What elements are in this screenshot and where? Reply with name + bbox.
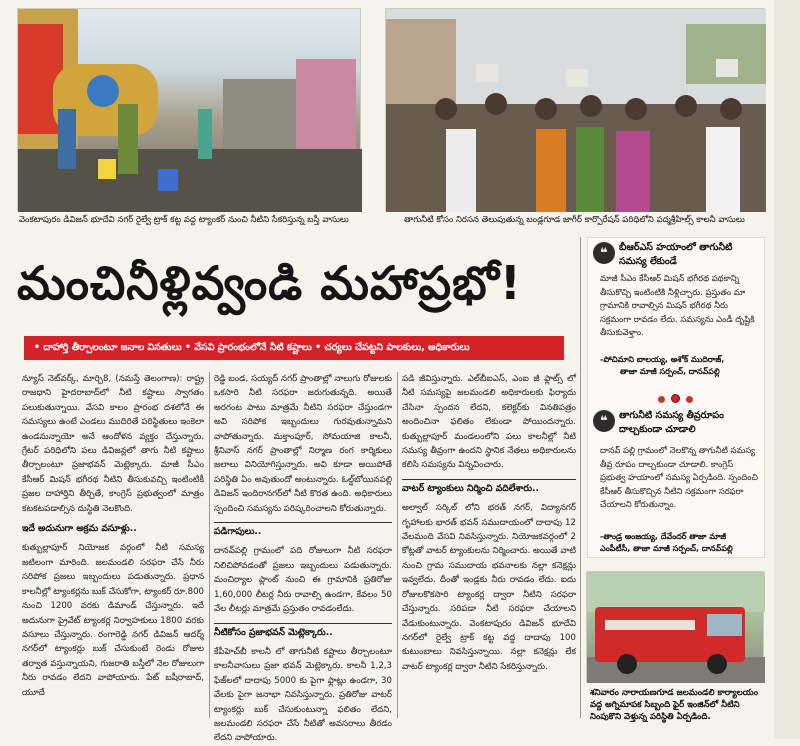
photo-fire-engine-illustration bbox=[587, 572, 765, 683]
photo-fire-engine bbox=[586, 571, 764, 682]
photo-protest-illustration bbox=[386, 9, 766, 212]
article-subhead: నీటికోసం ప్రజాభవన్ మెట్లెక్కారు.. bbox=[214, 623, 392, 640]
sidebar-quote-text: దానవ్ పల్లి గ్రామంలో నెలకొన్న తాగునీటి సమస్య తీవ్ర రూపం దాల్చకుండా చూడాలి. కాంగ్రెస్ ప్రభుత్వ హయాంలో సమస్య ఏర్పడింది. స్పందించి కేసీఆర్ తీసుకొచ్చిన నీటిని సక్రమంగా సరఫరా చేయాలని కోరుతున్నాం. bbox=[600, 445, 758, 509]
sidebar-quote-heading: తాగునీటి సమస్య తీవ్రరూపం దాల్చకుండా చూడాలి bbox=[619, 410, 724, 435]
column-divider bbox=[580, 237, 581, 718]
photo-caption-bottom: వద్ద అగ్నిమాపక సిబ్బంది ఫైర్ ఇంజిన్‌లో నీటిని bbox=[590, 700, 740, 710]
subheadline-deck: • దాహార్తి తీర్చాలంటూ జనాల వినతులు • వేసవి ప్రారంభంలోనే నీటి కష్టాలు • చర్యలు చేపట్టని పాలకులు, అధికారులు bbox=[24, 336, 564, 360]
article-column-3 bbox=[402, 372, 576, 718]
sidebar-quote-attribution: -పోచిమాని బాలయ్య, అశోక్ ముదిరాజ్, bbox=[600, 355, 725, 364]
headline: మంచినీళ్లివ్వండి మహాప్రభో! bbox=[17, 256, 522, 310]
article-paragraph: కేపీహెచ్‌బీ కాలనీ లో తాగునీటి కష్టాలు తీర్చాలంటూ కాలనీవాసులు ప్రజా భవన్‌ మెట్లెక్కారు. కాలనీ 1,2,3 ఫేజ్‌లలో దాదాపు 5000 కు పైగా ఫ్లాట్లు ఉండగా, 30 వేలకు పైగా జనాభా నివసిస్తున్నారు. ప్రతిరోజు వాటర్ ట్యాంకర్లు బుక్ చేసుకుంటున్నా ఫలితం లేదని, జలమండలి సరఫరా చేసే నీటితో అవసరాలు తీరడం లేదని వాపోయారు. bbox=[214, 646, 392, 744]
article-paragraph: రెడ్డి బండ, సయ్యద్ నగర్ ప్రాంతాల్లో నాలుగు రోజులకు ఒకసారి నీటి సరఫరా జరుగుతున్నది. అయితే అరగంట పాటు మాత్రమే నీటిని సరఫరా చేస్తుండగా అవి సరిపోక ఇబ్బందులు గురవుతున్నామని వాపోతున్నారు. మక్తాంపూర్, సోమయాజి కాలనీ, శ్రీనివాస్ నగర్ ప్రాంతాల్లో నిర్మాణ రంగ కార్మికులు జలాలు వినియోగిస్తున్నారు. అవి కూడా అయిపోతే పరిస్థితి ఏం అవుతుందో అంటున్నారు. ఓల్డ్‌బోయినపల్లి డివిజన్ ఇందిరానగర్‌లో నీటి కొరత ఉంది. అధికారులు స్పందించి సమస్యను పరిష్కరించాలని కోరుతున్నారు. bbox=[214, 374, 392, 514]
article-paragraph: దానవ్‌పల్లి గ్రామంలో పది రోజులుగా నీటి సరఫరా నిలిచిపోవడంతో ప్రజలు ఇబ్బందులు పడుతున్నారు. మంచిర్యాల ప్లాంట్ నుంచి ఈ గ్రామానికి ప్రతిరోజు 1,60,000 లీటర్ల నీరు రావాల్సి ఉండగా, కేవలం 50 వేల లీటర్లు మాత్రమే ప్రస్తుతం రావడంలేదు. bbox=[214, 546, 392, 615]
article-paragraph: అల్వాల్ సర్కిల్ లోని భరత్ నగర్, విద్యానగర్ గృహాలకు భారత్ భవన్ సముదాయంలో దాదాపు 12 వేలమంది వేసవి నివసిస్తున్నారు. నియోజకవర్గంలో 2 కోట్లతో వాటర్ ట్యాంకులను నిర్మించారు. అయితే వాటి నుంచి గ్రామ సముదాయ భవనాలకు నల్లా కనెక్షన్లు ఇవ్వలేదు. దీంతో ఇండ్లకు నీరు రావడం లేదు. ఐదు రోజులకొకసారి ట్యాంకర్ల ద్వారా నీటిని సరఫరా చేస్తున్నారు. సరిపడా నీటి సరఫరా చేయాలని వేడుకుంటున్నారు. వెంకటాపురం డివిజన్ భూదేవి నగర్‌లో రైల్వే ట్రాక్ కట్ట వద్ద దాదాపు 100 కుటుంబాలు నివసిస్తున్నాయి. నల్లా కనెక్షన్లు లేక వాటర్ ట్యాంకర్ల ద్వారా నీటిని సేకరిస్తున్నారు. bbox=[402, 503, 576, 672]
quote-icon: ❝ bbox=[593, 242, 615, 264]
photo-protest bbox=[385, 8, 765, 211]
sidebar-quote-heading: బీఆర్ఎస్ హయాంలో తాగునీటి సమస్య లేకుండే bbox=[619, 242, 733, 267]
article-subhead: ఇదే అదునుగా అక్రమ వసూళ్లు.. bbox=[22, 523, 137, 535]
sidebar-quote-text: మాజీ సీఎం కేసీఆర్ మిషన్ భగీరథ పథకాన్ని తీసుకొచ్చి ఇంటింటికి నీళ్లిచ్చారు. ప్రస్తుతం మా గ్రామానికి రావాల్సిన మిషన్ భగీరథ నీరు సక్రమంగా రావడం లేదు. సమస్యను ఎండీ దృష్టికి తీసుకువెళ్తాం. bbox=[600, 273, 755, 337]
sidebar-quote-attribution: తాజా మాజీ సర్పంచ్, దానవ్‌పల్లి bbox=[620, 367, 720, 376]
photo-caption-bottom: శనివారం నారాయణగూడ జలమండలి కార్యాలయం bbox=[590, 688, 759, 698]
article-subhead: వాటర్ ట్యాంకులు నిర్మించి వదిలేశారు.. bbox=[402, 479, 576, 496]
photo-caption-right: తాగునీటి కోసం నిరసన తెలుపుతున్న బండ్లగూడ జాగీర్ కార్పొరేషన్ పరిధిలోని పద్మశ్రీహిల్స్ కాలనీ వాసులు bbox=[404, 215, 745, 225]
photo-caption-bottom: నింపుకొని వెళ్తున్న పరిస్థితి ఏర్పడింది. bbox=[590, 712, 711, 722]
article-subhead: పడిగాపులు.. bbox=[214, 522, 392, 539]
article-paragraph: న్యూస్ నెట్‌వర్క్, మార్చి8, (నమస్తే తెలంగాణ): రాష్ట్ర రాజధాని హైదరాబాద్‌లో నీటి కష్టాలు స్వాగతం పలుకుతున్నాయి. వేసవి కాలం ప్రారంభ దశలోనే ఈ సమస్యలు ఉంటే ఎండలు ముదిరితే పరిస్థితులు ఇంకెలా ఉండనున్నాయో అనే ఆందోళన వ్యక్తం చేస్తున్నారు. గ్రేటర్ పరిధిలోని పలు డివిజన్లలో తాగు నీటి కష్టాలు తీర్చాలంటూ ప్రజాభవన్ మెట్లెక్కారు. మాజీ సీఎం కేసీఆర్ మిషన్ భగీరథ నీటిని తీసుకువచ్చి ఇంటింటికీ ప్రజల దాహార్తిని తీర్చితే, కాంగ్రెస్ ప్రభుత్వంలో మాత్రం కటకటపడాల్సిన దుస్థితి నెలకొంది. bbox=[22, 374, 204, 514]
column-divider bbox=[209, 372, 210, 718]
divider-dots bbox=[655, 388, 699, 398]
article-column-1 bbox=[22, 372, 204, 718]
article-column-2 bbox=[214, 372, 392, 744]
article-paragraph: పడి జీవిస్తున్నారు. ఎల్‌బీ‌ఐఎస్, ఎంఐ జీ ఫ్లాట్స్ లో నీటి సమస్యపై జలమండలి అధికారులకు ఫిర్యాదు చేసినా స్పందన లేదని, కలెక్టర్‌కు వినతిపత్రం అందించినా ఫలితం లేకుండా పోయిందన్నారు. కుత్బుల్లాపూర్ మండలంలోని పలు కాలనీల్లో నీటి సమస్య తీవ్రంగా ఉందని స్థానిక నేతలు అధికారులను కలిసి సమస్యను విన్నవించారు. bbox=[402, 374, 576, 471]
column-divider bbox=[397, 372, 398, 718]
adjacent-page-edge bbox=[774, 0, 800, 739]
sidebar-quote-attribution: ఎంపీటీసీ, తాజా మాజీ సర్పంచ్, దానవ్‌పల్లి bbox=[600, 544, 733, 553]
article-paragraph: కుత్బుల్లాపూర్ నియోజక వర్గంలో నీటి సమస్య జటిలంగా మారింది. జలమండలి సరఫరా చేసే నీరు సరిపోక ప్రజలు ఇబ్బందులు పడుతున్నారు. ప్రధాన కాలనీల్లో ట్యాంకర్లను బుక్ చేసుకోగా, ట్యాంకర్ రూ.800 నుంచి 1200 వరకు డిమాండ్ చేస్తున్నారు. ఇదే అదునుగా ప్రైవేట్ ట్యాంకర్ల నిర్వాహకులు 1800 వరకు వసూలు చేస్తున్నారు. రంగారెడ్డి నగర్ డివిజన్ ఆదర్శ్ నగర్‌లో ట్యాంకర్లు బుక్ చేసుకుంటే రెండు రోజుల తర్వాత వస్తున్నాయని, గుజరాతి బస్తీలో నెల రోజులుగా నీరు రావడం లేదని వాపోయారు. పేట్ బషీరాబాద్, యూదే bbox=[22, 543, 204, 698]
photo-water-tanker-illustration bbox=[18, 9, 362, 212]
photo-water-tanker bbox=[17, 8, 361, 211]
quote-icon: ❝ bbox=[593, 410, 615, 432]
photo-caption-left: వెంకటాపురం డివిజన్ భూదేవి నగర్ రైల్వే ట్రాక్ కట్ట వద్ద ట్యాంకర్ నుంచి నీటిని సేకరిస్తున్న బస్తీ వాసులు bbox=[19, 215, 349, 225]
sidebar-quote-attribution: -తాండ్ర అంజయ్య, దేవేందర్ తాజా మాజీ bbox=[600, 532, 727, 541]
